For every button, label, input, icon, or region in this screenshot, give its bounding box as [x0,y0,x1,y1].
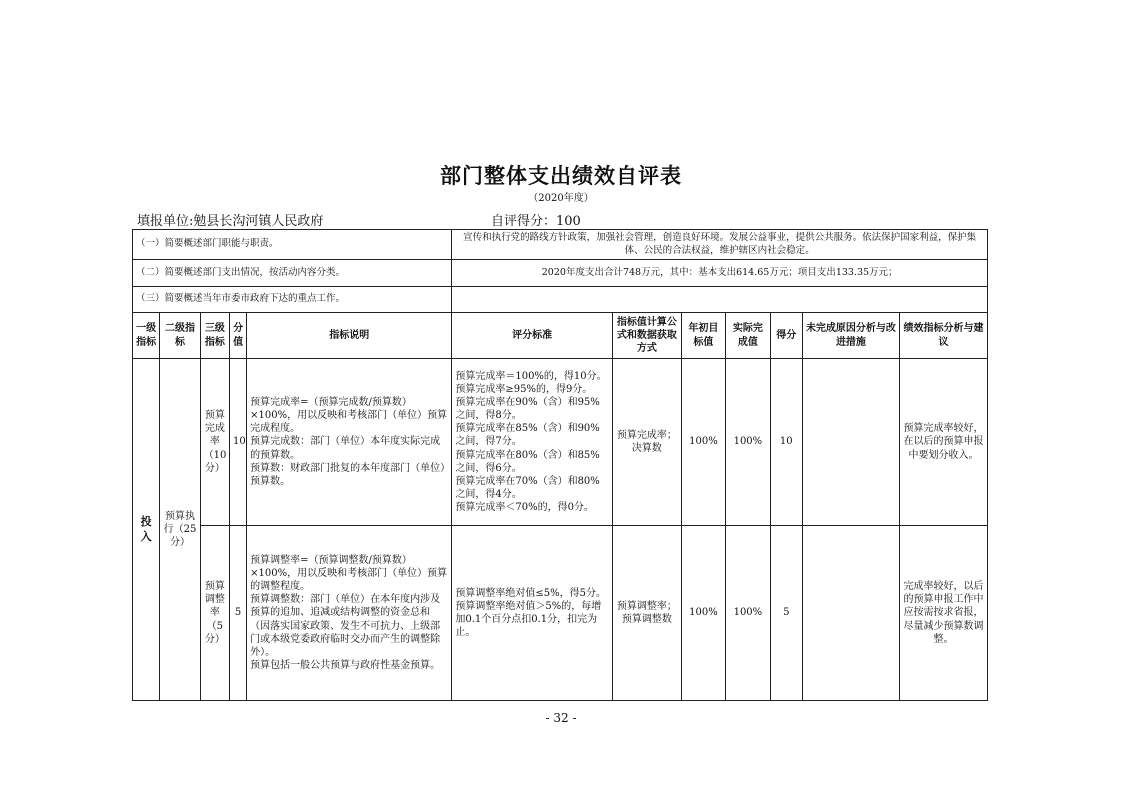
actual-cell: 100% [726,526,770,701]
page-subtitle: （2020年度） [528,193,594,204]
table-row [133,359,988,526]
intro-row-key-work [133,287,988,313]
reason-cell [802,526,899,701]
header-criteria: 评分标准 [452,313,613,359]
header-reason: 未完成原因分析与改进措施 [802,313,899,359]
header-score: 得分 [770,313,802,359]
header-level2: 二级指标 [160,313,200,359]
description-cell [247,526,452,701]
level1-cell: 投入 [133,359,160,701]
analysis-cell: 预算完成率较好，在以后的预算申报中要划分收入。 [899,359,987,526]
intro-value [452,287,988,313]
method-cell: 预算调整率；预算调整数 [613,526,682,701]
header-level1: 一级指标 [133,313,160,359]
header-target: 年初目标值 [681,313,725,359]
header-row [133,313,988,359]
intro-label: （二）简要概述部门支出情况，按活动内容分类。 [133,260,452,287]
criteria-cell [452,359,613,526]
reason-cell [802,359,899,526]
description-cell [247,359,452,526]
performance-table [132,229,988,701]
score-cell: 10 [770,359,802,526]
level2-cell: 预算执行（25分） [160,359,200,701]
target-cell: 100% [681,526,725,701]
intro-value: 2020年度支出合计748万元，其中：基本支出614.65万元；项目支出133.35万元； [452,260,988,287]
page-title: 部门整体支出绩效自评表 [440,164,682,188]
criteria-text: 预算完成率＝100%的，得10分。 预算完成率≥95%的，得9分。 预算完成率在90%（含）和95%之间，得8分。 预算完成率在85%（含）和90%之间，得7分。 预算完成率在80%（含）和85%之间，得6分。 预算完成率在70%（含）和80%之间，得4分。 预算完成率＜70%的，得0分。 [455,370,607,514]
score-value-cell: 5 [229,526,246,701]
header-actual: 实际完成值 [726,313,770,359]
analysis-cell: 完成率较好，以后的预算申报工作中应按需按求省报，尽量减少预算数调整。 [899,526,987,701]
actual-cell: 100% [726,359,770,526]
score-cell: 5 [770,526,802,701]
description-text: 预算完成率=（预算完成数/预算数）×100%，用以反映和考核部门（单位）预算完成程度。 预算完成数：部门（单位）本年度实际完成的预算数。 预算数：财政部门批复的本年度部门（单位）预算数。 [250,396,448,488]
header-method: 指标值计算公式和数据获取方式 [613,313,682,359]
header-score-value: 分值 [229,313,246,359]
intro-row-expenditure [133,260,988,287]
intro-value: 宣传和执行党的路线方针政策，加强社会管理，创造良好环境。发展公益事业，提供公共服务。依法保护国家利益，保护集体、公民的合法权益，维护辖区内社会稳定。 [452,230,988,260]
intro-row-functions [133,230,988,260]
level3-cell: 预算完成率（10分） [200,359,229,526]
header-description: 指标说明 [247,313,452,359]
header-analysis: 绩效指标分析与建议 [899,313,987,359]
level3-cell: 预算调整率（5分） [200,526,229,701]
reporting-unit: 填报单位:勉县长沟河镇人民政府 [137,214,324,229]
criteria-cell [452,526,613,701]
description-text: 预算调整率=（预算调整数/预算数）×100%，用以反映和考核部门（单位）预算的调整程度。 预算调整数：部门（单位）在本年度内涉及预算的追加、追减或结构调整的资金总和（因落实国家政策、发生不可抗力、上级部门或本级党委政府临时交办而产生的调整除外）。 预算包括一般公共预算与政府性基金预算。 [250,554,448,672]
score-value-cell: 10 [229,359,246,526]
header-level3: 三级指标 [200,313,229,359]
page-number: - 32 - [545,711,577,725]
intro-label: （一）简要概述部门职能与职责。 [133,230,452,260]
table-row [133,526,988,701]
target-cell: 100% [681,359,725,526]
self-score: 自评得分：100 [491,214,581,229]
criteria-text: 预算调整率绝对值≤5%，得5分。 预算调整率绝对值＞5%的，每增加0.1个百分点扣0.1分，扣完为止。 [455,587,606,639]
method-cell: 预算完成率；决算数 [613,359,682,526]
intro-label: （三）简要概述当年市委市政府下达的重点工作。 [133,287,452,313]
